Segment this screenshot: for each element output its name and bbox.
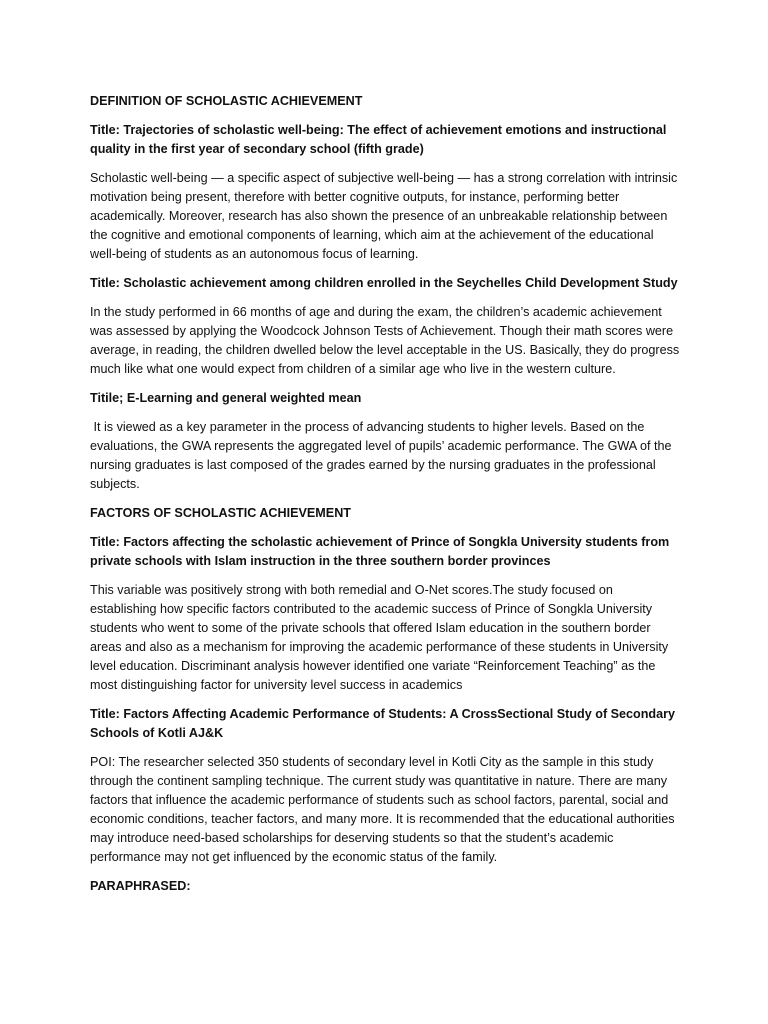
paragraph-scholastic-well-being: Scholastic well-being — a specific aspect of subjective well-being — has a strong correlation with intrinsic motivation being present, therefore with better cognitive outputs, for instance, performing better academically. Moreover, research has also shown the presence of an unbreakable relationship between the cognitive and emotional components of learning, which aim at the achievement of the educational well-being of students as an autonomous focus of learning. <box>90 171 678 261</box>
study-title-e-learning: Titile; E-Learning and general weighted mean <box>90 391 362 405</box>
study-title-kotli: Title: Factors Affecting Academic Performance of Students: A CrossSectional Study of Secondary Schools of Kotli AJ&K <box>90 707 676 740</box>
document-page <box>90 92 682 906</box>
study-title-songkla: Title: Factors affecting the scholastic achievement of Prince of Songkla University students from private schools with Islam instruction in the three southern border provinces <box>90 535 670 568</box>
section-heading-paraphrased: PARAPHRASED: <box>90 879 191 893</box>
paragraph-kotli: POI: The researcher selected 350 students of secondary level in Kotli City as the sample in this study through the continent sampling technique. The current study was quantitative in nature. There are many factors that influence the academic performance of students such as school factors, parental, social and economic conditions, teacher factors, and many more. It is recommended that the educational authorities may introduce need-based scholarships for deserving students so that the student’s academic performance may not get influenced by the economic status of the family. <box>90 755 675 864</box>
section-heading-factors: FACTORS OF SCHOLASTIC ACHIEVEMENT <box>90 506 351 520</box>
paragraph-seychelles: In the study performed in 66 months of age and during the exam, the children’s academic achievement was assessed by applying the Woodcock Johnson Tests of Achievement. Though their math scores were average, in reading, the children dwelled below the level acceptable in the US. Basically, they do progress much like what one would expect from children of a similar age who live in the western culture. <box>90 305 680 376</box>
study-title-seychelles: Title: Scholastic achievement among children enrolled in the Seychelles Child Development Study <box>90 276 678 290</box>
study-title-trajectories: Title: Trajectories of scholastic well-being: The effect of achievement emotions and instructional quality in the first year of secondary school (fifth grade) <box>90 123 667 156</box>
paragraph-songkla: This variable was positively strong with both remedial and O-Net scores.The study focused on establishing how specific factors contributed to the academic success of Prince of Songkla University students who went to some of the private schools that offered Islam education in the southern border areas and also as a mechanism for improving the academic performance of these students in University level education. Discriminant analysis however identified one variate “Reinforcement Teaching” as the most distinguishing factor for university level success in academics <box>90 583 669 692</box>
section-heading-definition: DEFINITION OF SCHOLASTIC ACHIEVEMENT <box>90 94 363 108</box>
paragraph-gwa: It is viewed as a key parameter in the process of advancing students to higher levels. Based on the evaluations, the GWA represents the aggregated level of pupils’ academic performance. The GWA of the nursing graduates is last composed of the grades earned by the nursing graduates in the professional subjects. <box>90 420 675 491</box>
